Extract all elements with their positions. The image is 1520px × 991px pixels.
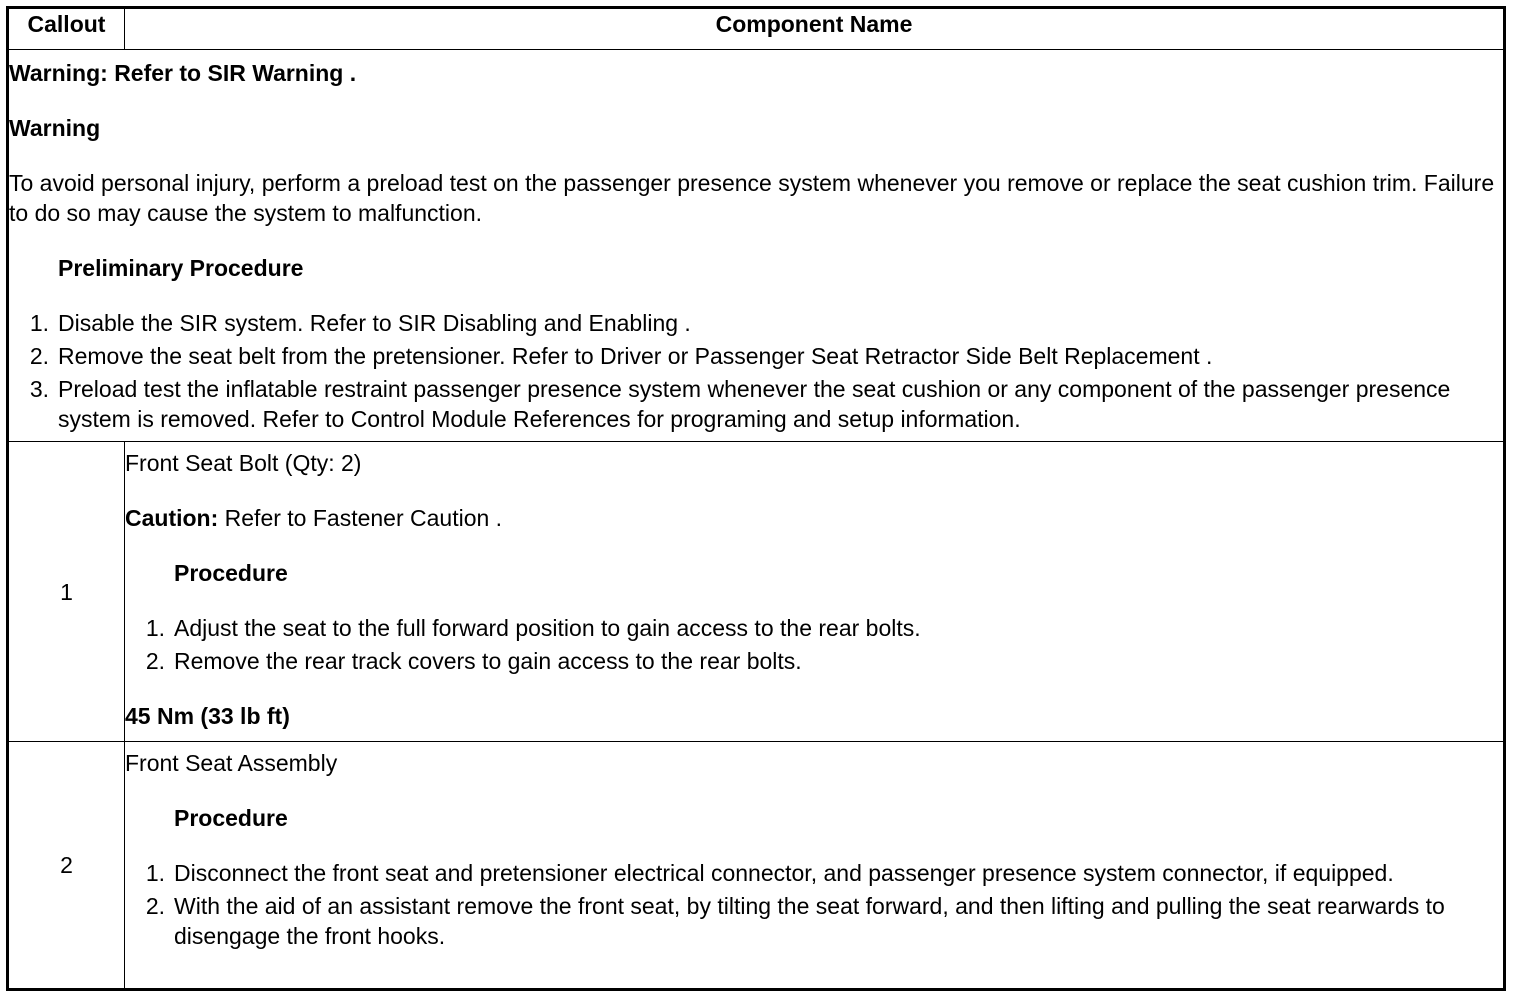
- warning-reference: [9, 58, 1503, 88]
- warning-body: To avoid personal injury, perform a preload test on the passenger presence system whenever you remove or replace the seat cushion trim. Failure to do so may cause the system to malfunction.: [9, 170, 1495, 226]
- callout-number: 1: [8, 442, 125, 742]
- procedure-document: [6, 6, 1506, 991]
- header-callout: Callout: [8, 8, 125, 50]
- component-cell: [125, 442, 1505, 742]
- component-cell: [125, 742, 1505, 990]
- caution-line: [125, 503, 1503, 533]
- table-row: [8, 442, 1505, 742]
- table-header-row: [8, 8, 1505, 50]
- torque-spec: 45 Nm (33 lb ft): [125, 703, 290, 729]
- warning-row: [8, 50, 1505, 442]
- callout-number: 2: [8, 742, 125, 990]
- caution-label: Caution:: [125, 505, 219, 531]
- preliminary-procedure-title: Preliminary Procedure: [58, 255, 304, 281]
- warning-title: Warning: [9, 115, 101, 141]
- component-table: [6, 6, 1506, 991]
- preliminary-steps: [9, 308, 1503, 434]
- list-item: 2. Remove the seat belt from the pretensioner. Refer to Driver or Passenger Seat Retractor Side Belt Replacement .: [29, 343, 1213, 369]
- warning-cell: [8, 50, 1505, 442]
- procedure-steps: [125, 613, 1503, 676]
- warning-ref-text: Refer to SIR Warning .: [114, 60, 357, 86]
- list-item: 1. Disable the SIR system. Refer to SIR Disabling and Enabling .: [29, 310, 691, 336]
- procedure-steps: [125, 858, 1503, 951]
- list-item: 1. Disconnect the front seat and pretensioner electrical connector, and passenger presence system connector, if equipped.: [145, 860, 1394, 886]
- component-name: Front Seat Bolt (Qty: 2): [125, 450, 362, 476]
- procedure-title: Procedure: [174, 805, 288, 831]
- list-item: 3. Preload test the inflatable restraint passenger presence system whenever the seat cushion or any component of the passenger presence system is removed. Refer to Control Module References for programing and setup information.: [29, 376, 1451, 432]
- table-row: [8, 742, 1505, 990]
- component-name: Front Seat Assembly: [125, 750, 338, 776]
- list-item: 1. Adjust the seat to the full forward position to gain access to the rear bolts.: [145, 615, 921, 641]
- procedure-title: Procedure: [174, 560, 288, 586]
- warning-label: Warning:: [9, 60, 108, 86]
- caution-text: Refer to Fastener Caution .: [224, 505, 503, 531]
- list-item: 2. Remove the rear track covers to gain access to the rear bolts.: [145, 648, 802, 674]
- header-component-name: Component Name: [125, 8, 1505, 50]
- list-item: 2. With the aid of an assistant remove the front seat, by tilting the seat forward, and then lifting and pulling the seat rearwards to disengage the front hooks.: [145, 893, 1445, 949]
